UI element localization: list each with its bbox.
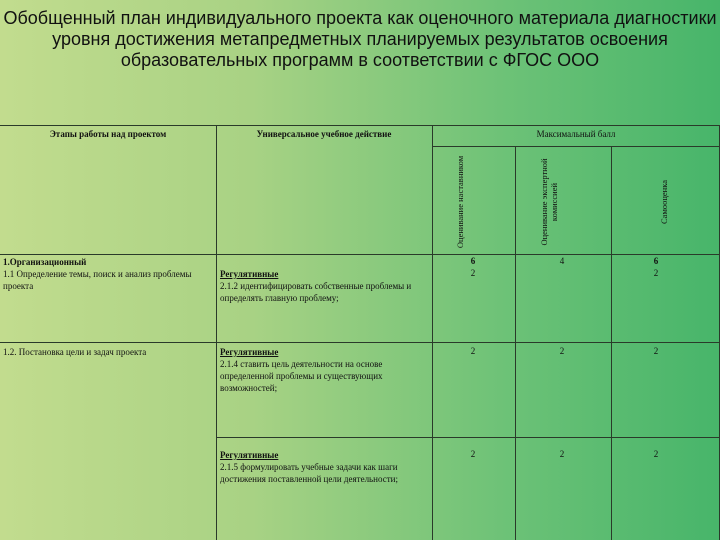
score-self: 2 [653,449,659,459]
action-cell [220,268,428,304]
score-expert: 4 [559,256,565,266]
action-cell [220,346,428,394]
score-self: 6 [653,256,659,266]
score-mentor: 2 [470,268,476,278]
stage-goal-setting: 1.2. Постановка цели и задач проекта [3,347,147,357]
header-actions: Универсальное учебное действие [256,129,392,139]
score-self: 2 [653,346,659,356]
score-expert: 2 [559,346,565,356]
action-text: 2.1.2 идентифицировать собственные проблемы и определять главную проблему; [220,281,412,303]
page-title: Обобщенный план индивидуального проекта как оценочного материала диагностики уровня достижения метапредметных планируемых результатов освоения образовательных программ в соответствии с ФГОС ООО [3,8,717,70]
action-cell [220,449,428,485]
header-self-score: Самооценка [659,180,669,224]
action-category: Регулятивные [220,269,279,279]
stage-organizational: 1.Организационный [3,257,87,267]
score-mentor: 2 [470,346,476,356]
header-stages: Этапы работы над проектом [49,129,167,139]
action-text: 2.1.4 ставить цель деятельности на основе определенной проблемы и существующих возможностей; [220,359,383,393]
action-category: Регулятивные [220,347,279,357]
score-self: 2 [653,268,659,278]
action-text: 2.1.5 формулировать учебные задачи как шаги достижения поставленной цели деятельности; [220,462,398,484]
action-category: Регулятивные [220,450,279,460]
score-expert: 2 [559,449,565,459]
header-max-score: Максимальный балл [536,129,616,139]
header-mentor-score: Оценивание наставником [455,155,465,249]
score-mentor: 6 [470,256,476,266]
stage-topic-definition: 1.1 Определение темы, поиск и анализ проблемы проекта [3,269,192,291]
header-expert-score: Оценивание экспертной комиссией [539,158,559,246]
score-mentor: 2 [470,449,476,459]
